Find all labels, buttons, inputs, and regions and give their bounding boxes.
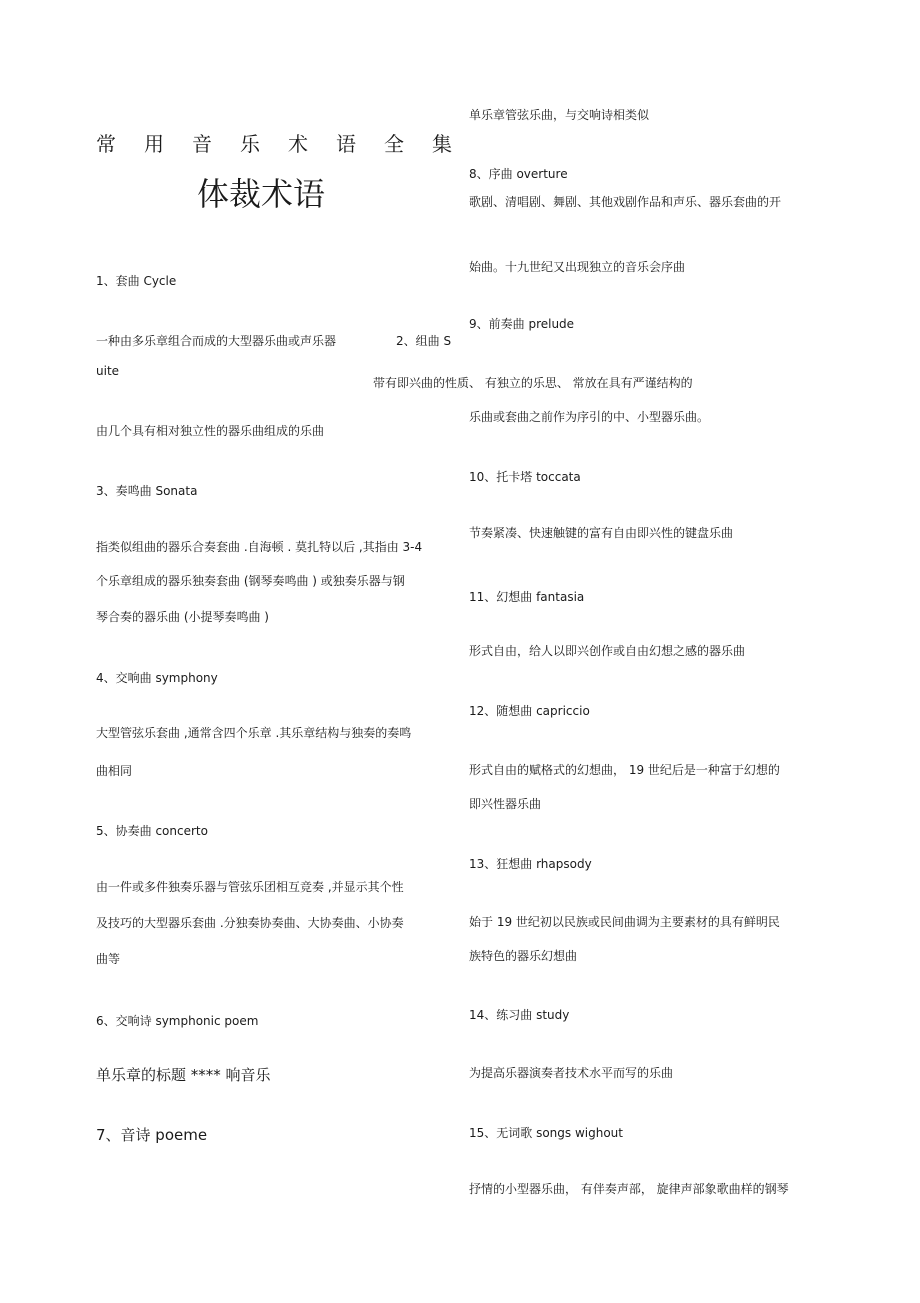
term-title: 15、无词歌 songs wighout (469, 1126, 623, 1140)
term-title: 13、狂想曲 rhapsody (469, 857, 592, 871)
term-description: 单乐章管弦乐曲，与交响诗相类似 (469, 108, 650, 122)
term-title: 2、组曲 S (396, 334, 452, 348)
term-title: 11、幻想曲 fantasia (469, 590, 585, 604)
term-description: 节奏紧凑、快速触键的富有自由即兴性的键盘乐曲 (469, 526, 734, 540)
title-char: 语 (336, 132, 356, 156)
term-description: 带有即兴曲的性质、 有独立的乐思、 常放在具有严谨结构的 (373, 376, 693, 390)
term-description: 始于 19 世纪初以民族或民间曲调为主要素材的具有鲜明民 (469, 915, 780, 929)
term-description: 由一件或多件独奏乐器与管弦乐团相互竞奏 ,并显示其个性 (96, 880, 404, 894)
term-description: 为提高乐器演奏者技术水平而写的乐曲 (469, 1066, 674, 1080)
term-title: 3、奏鸣曲 Sonata (96, 484, 198, 498)
term-description: 大型管弦乐套曲 ,通常含四个乐章 .其乐章结构与独奏的奏鸣 (96, 726, 412, 740)
term-description: 由几个具有相对独立性的器乐曲组成的乐曲 (96, 424, 325, 438)
term-description: 曲等 (96, 952, 121, 966)
term-description: 曲相同 (96, 764, 133, 778)
term-description: 歌剧、清唱剧、舞剧、其他戏剧作品和声乐、器乐套曲的开 (469, 195, 782, 209)
term-description: 抒情的小型器乐曲， 有伴奏声部， 旋律声部象歌曲样的钢琴 (469, 1182, 789, 1196)
term-title: 6、交响诗 symphonic poem (96, 1014, 259, 1028)
term-description: 形式自由的赋格式的幻想曲， 19 世纪后是一种富于幻想的 (469, 763, 780, 777)
term-description: 一种由多乐章组合而成的大型器乐曲或声乐器 (96, 334, 337, 348)
title-char: 乐 (240, 132, 260, 156)
term-description: 族特色的器乐幻想曲 (469, 949, 578, 963)
title-char: 术 (288, 132, 308, 156)
title-char: 用 (144, 132, 164, 156)
term-title: 1、套曲 Cycle (96, 274, 177, 288)
title-char: 全 (384, 132, 404, 156)
title-char: 集 (432, 132, 452, 156)
term-description: 单乐章的标题 **** 响音乐 (96, 1066, 271, 1084)
term-description: 形式自由，给人以即兴创作或自由幻想之感的器乐曲 (469, 644, 746, 658)
term-title: 14、练习曲 study (469, 1008, 570, 1022)
section-heading: 体裁术语 (197, 175, 326, 213)
title-char: 常 (96, 132, 116, 156)
term-title: 10、托卡塔 toccata (469, 470, 581, 484)
term-description: 琴合奏的器乐曲 (小提琴奏鸣曲 ) (96, 610, 269, 624)
term-description: 及技巧的大型器乐套曲 .分独奏协奏曲、大协奏曲、小协奏 (96, 916, 404, 930)
term-title: 9、前奏曲 prelude (469, 317, 575, 331)
title-char: 音 (192, 132, 212, 156)
term-title: uite (96, 364, 120, 378)
term-title: 8、序曲 overture (469, 167, 568, 181)
term-description: 个乐章组成的器乐独奏套曲 (钢琴奏鸣曲 ) 或独奏乐器与钢 (96, 574, 405, 588)
term-title: 5、协奏曲 concerto (96, 824, 208, 838)
term-description: 指类似组曲的器乐合奏套曲 .自海顿 . 莫扎特以后 ,其指由 3-4 (96, 540, 423, 554)
term-title: 4、交响曲 symphony (96, 671, 218, 685)
term-description: 乐曲或套曲之前作为序引的中、小型器乐曲。 (469, 410, 710, 424)
term-description: 即兴性器乐曲 (469, 797, 542, 811)
page-title (96, 132, 452, 156)
term-title: 12、随想曲 capriccio (469, 704, 590, 718)
term-description: 始曲。十九世纪又出现独立的音乐会序曲 (469, 260, 686, 274)
term-title: 7、音诗 poeme (96, 1126, 208, 1144)
